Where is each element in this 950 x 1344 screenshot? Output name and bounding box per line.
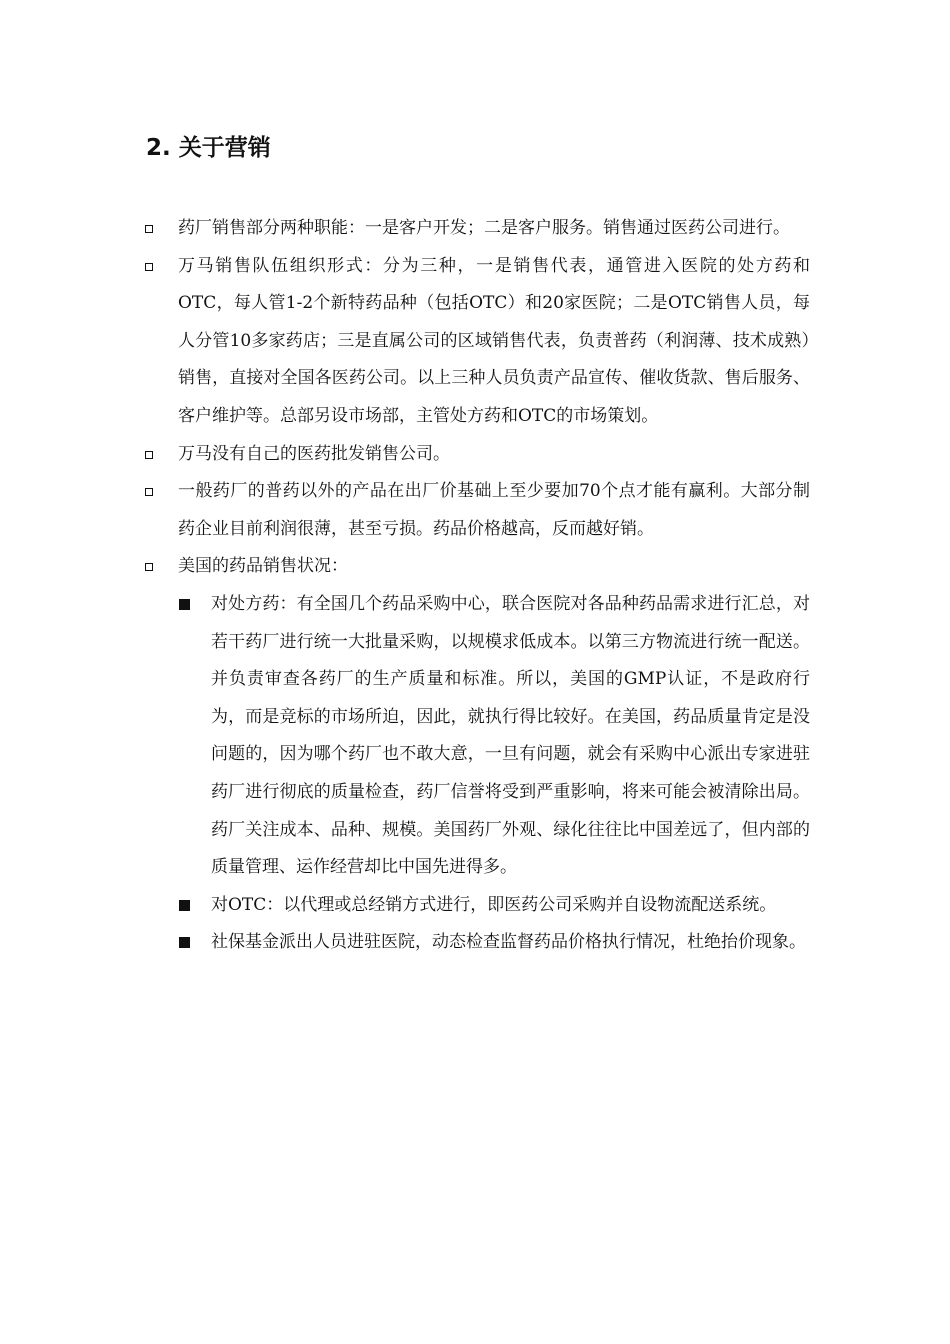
list-item (178, 473, 810, 548)
list-item-text: 药厂销售部分两种职能：一是客户开发；二是客户服务。销售通过医药公司进行。 (178, 218, 790, 238)
hollow-square-bullet-icon (145, 263, 153, 271)
hollow-square-bullet-icon (145, 225, 153, 233)
list-item-text: 万马销售队伍组织形式：分为三种，一是销售代表，通管进入医院的处方药和OTC，每人管1-2个新特药品种（包括OTC）和20家医院；二是OTC销售人员，每人分管10多家药店；三是直属公司的区域销售代表，负责普药（利润薄、技术成熟）销售，直接对全国各医药公司。以上三种人员负责产品宣传、催收货款、售后服务、客户维护等。总部另设市场部，主管处方药和OTC的市场策划。 (178, 255, 810, 426)
bullet-list (178, 210, 810, 962)
sub-list-item-text: 对OTC：以代理或总经销方式进行，即医药公司采购并自设物流配送系统。 (211, 894, 777, 915)
filled-square-bullet-icon (179, 900, 190, 911)
list-item-text: 一般药厂的普药以外的产品在出厂价基础上至少要加70个点才能有赢利。大部分制药企业目前利润很薄，甚至亏损。药品价格越高，反而越好销。 (178, 481, 810, 539)
hollow-square-bullet-icon (145, 488, 153, 496)
sub-list-item (211, 586, 810, 887)
section-number: 2. (146, 135, 171, 161)
hollow-square-bullet-icon (145, 451, 153, 459)
list-item-text: 美国的药品销售状况： (178, 556, 348, 577)
hollow-square-bullet-icon (145, 563, 153, 571)
sub-list-item (211, 887, 810, 925)
list-item (178, 436, 810, 474)
list-item (178, 210, 810, 248)
filled-square-bullet-icon (179, 599, 190, 610)
section-title: 关于营销 (178, 135, 271, 161)
section-heading (146, 131, 271, 165)
sub-list-item-text: 对处方药：有全国几个药品采购中心，联合医院对各品种药品需求进行汇总，对若干药厂进行统一大批量采购，以规模求低成本。以第三方物流进行统一配送。并负责审查各药厂的生产质量和标准。所以，美国的GMP认证，不是政府行为，而是竞标的市场所迫，因此，就执行得比较好。在美国，药品质量肯定是没问题的，因为哪个药厂也不敢大意，一旦有问题，就会有采购中心派出专家进驻药厂进行彻底的质量检查，药厂信誉将受到严重影响，将来可能会被清除出局。药厂关注成本、品种、规模。美国药厂外观、绿化往往比中国差远了，但内部的质量管理、运作经营却比中国先进得多。 (211, 593, 810, 878)
list-item (178, 548, 810, 586)
sub-bullet-list (211, 586, 810, 962)
sub-list-item (211, 924, 810, 962)
list-item (178, 248, 810, 436)
filled-square-bullet-icon (179, 937, 190, 948)
list-item-text: 万马没有自己的医药批发销售公司。 (178, 443, 450, 464)
sub-list-item-text: 社保基金派出人员进驻医院，动态检查监督药品价格执行情况，杜绝抬价现象。 (211, 932, 806, 953)
